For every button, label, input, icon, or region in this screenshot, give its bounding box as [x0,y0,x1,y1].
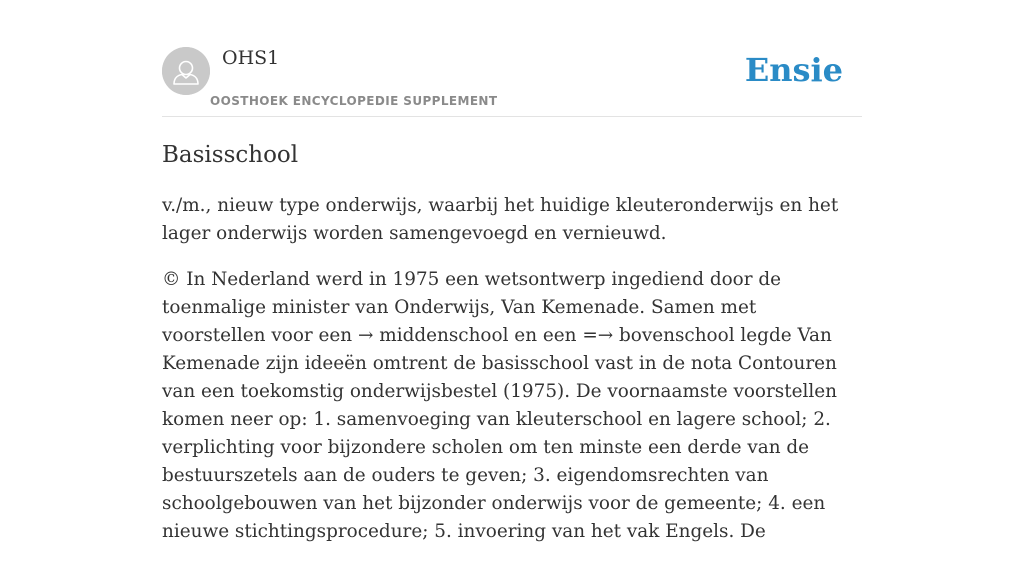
article-paragraph-1: v./m., nieuw type onderwijs, waarbij het huidige kleuteronderwijs en het lager onderwijs worden samengevoegd en vernieuwd. [162,195,839,244]
header [162,0,862,117]
article-title: Basisschool [162,142,299,168]
article-body [162,192,864,564]
author-name[interactable]: OHS1 [222,47,280,69]
article-paragraph-2: © In Nederland werd in 1975 een wetsontwerp ingediend door de toenmalige minister van Onderwijs, Van Kemenade. Samen met voorstellen voor een → middenschool en een =→ bovenschool legde Van Kemenade zijn ideeën omtrent de basisschool vast in de nota Contouren van een toekomstig onderwijsbestel (1975). De voornaamste voorstellen komen neer op: 1. samenvoeging van kleuterschool en lagere school; 2. verplichting voor bijzondere scholen om ten minste een derde van de bestuurszetels aan de ouders te geven; 3. eigendomsrechten van schoolgebouwen van het bijzonder onderwijs voor de gemeente; 4. een nieuwe stichtingsprocedure; 5. invoering van het vak Engels. De [162,269,837,542]
brand-logo[interactable]: Ensie [744,51,843,89]
user-silhouette-icon [162,47,210,95]
source-name[interactable]: OOSTHOEK ENCYCLOPEDIE SUPPLEMENT [210,94,498,108]
avatar[interactable] [162,47,210,95]
